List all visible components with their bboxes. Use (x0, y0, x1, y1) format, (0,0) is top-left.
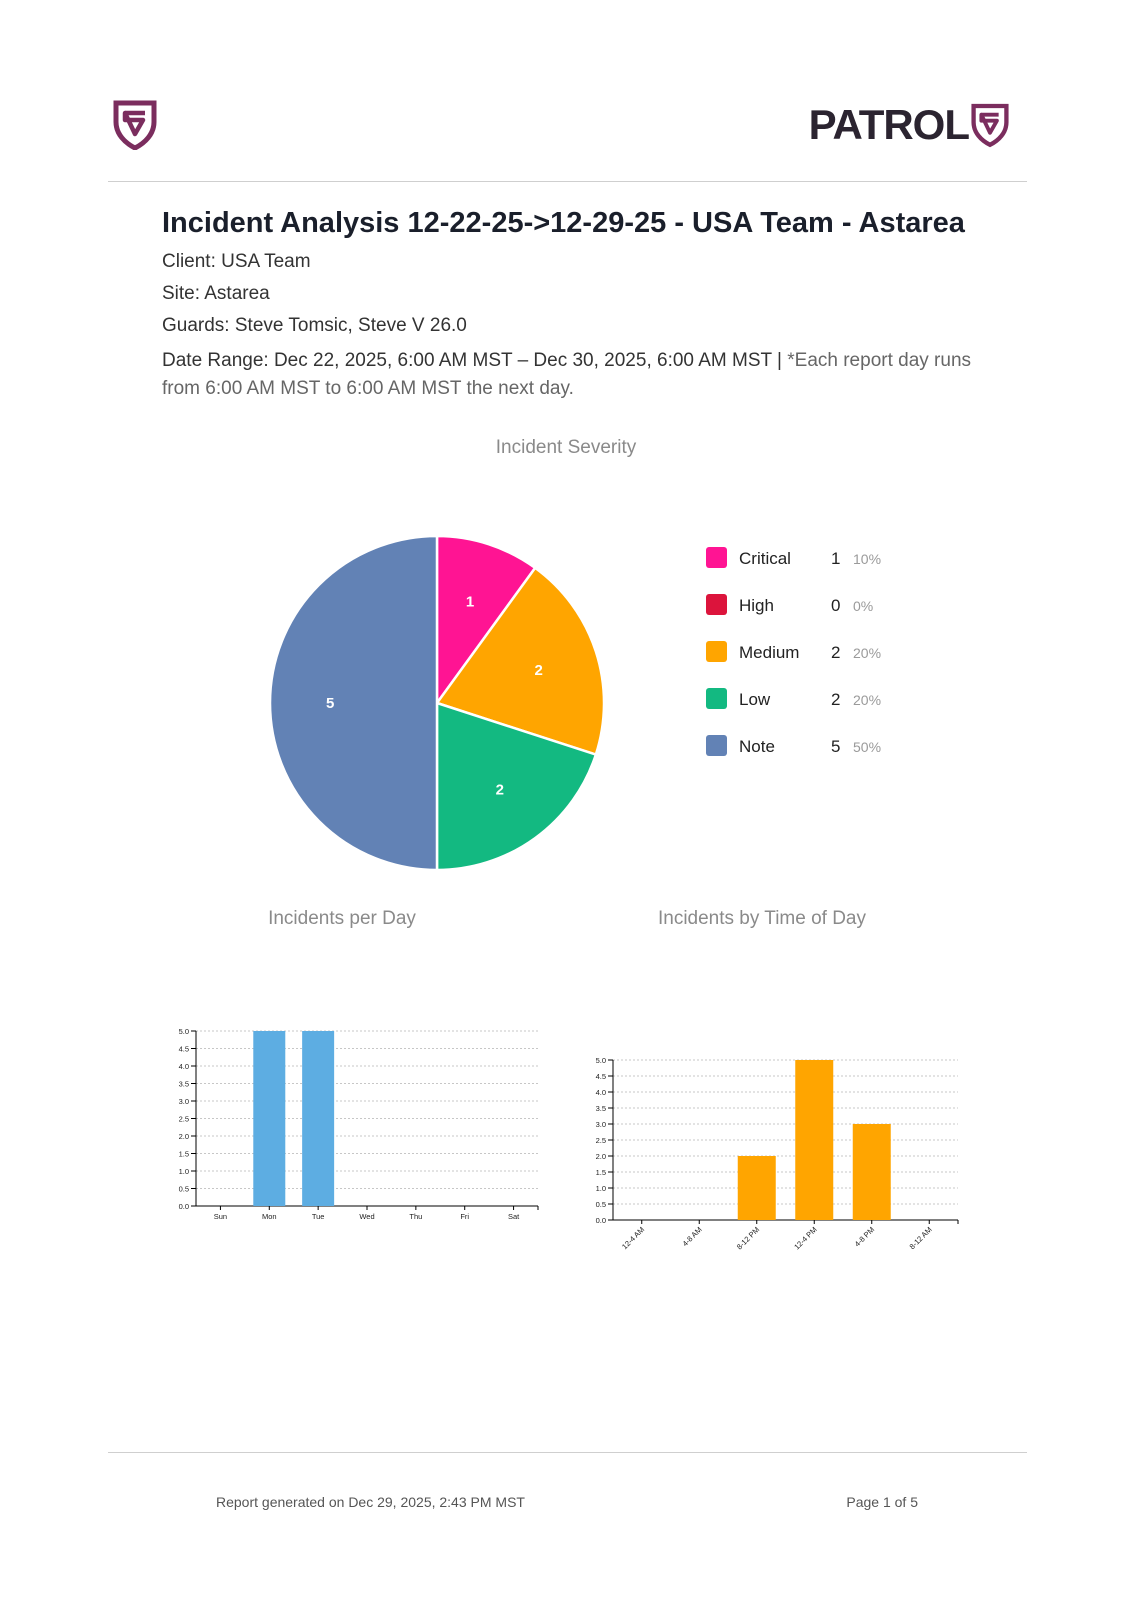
y-tick-label: 1.0 (595, 1184, 606, 1193)
severity-pie-chart (260, 530, 960, 875)
severity-chart-title: Incident Severity (495, 437, 637, 458)
x-tick-label: 4-8 AM (680, 1225, 704, 1249)
legend-item-note (706, 735, 881, 756)
pie-label-medium: 2 (534, 661, 543, 679)
patrol-wordmark (809, 100, 1009, 150)
y-tick-label: 1.0 (178, 1167, 189, 1176)
incidents-per-day-chart (160, 1020, 540, 1230)
y-tick-label: 0.0 (178, 1202, 189, 1211)
y-tick-label: 0.0 (595, 1216, 606, 1225)
legend-percent: 20% (853, 692, 882, 708)
legend-swatch (706, 594, 727, 615)
client-line: Client: USA Team (162, 251, 311, 272)
x-tick-label: 12-4 PM (792, 1225, 819, 1252)
page-indicator: Page 1 of 5 (846, 1494, 918, 1510)
legend-swatch (706, 547, 727, 568)
legend-count: 0 (831, 596, 841, 615)
y-tick-label: 2.5 (595, 1136, 606, 1145)
legend-percent: 20% (853, 645, 882, 661)
bar-4-8-pm (853, 1124, 891, 1220)
y-tick-label: 5.0 (595, 1056, 606, 1065)
y-tick-label: 1.5 (595, 1168, 606, 1177)
x-tick-label: 4-8 PM (852, 1225, 877, 1249)
y-tick-label: 5.0 (178, 1027, 189, 1036)
shield-logo-icon (113, 100, 157, 150)
date-range-line (162, 347, 982, 403)
legend-label: High (739, 596, 774, 615)
x-tick-label: Mon (261, 1212, 277, 1221)
y-tick-label: 3.0 (178, 1097, 189, 1106)
legend-swatch (706, 641, 727, 662)
legend-percent: 10% (853, 551, 882, 567)
y-tick-label: 4.5 (595, 1072, 606, 1081)
time-of-day-chart-title: Incidents by Time of Day (657, 908, 867, 929)
x-tick-label: Fri (460, 1212, 470, 1221)
incidents-by-time-chart (575, 1036, 960, 1261)
y-tick-label: 4.0 (178, 1062, 189, 1071)
wordmark-text: PATROL (808, 101, 969, 148)
legend-swatch (706, 735, 727, 756)
pie-label-critical: 1 (465, 593, 475, 611)
x-tick-label: Thu (409, 1212, 423, 1221)
y-tick-label: 0.5 (178, 1184, 189, 1194)
legend-item-low (706, 688, 881, 709)
legend-percent: 0% (853, 598, 874, 614)
x-tick-label: 8-12 AM (907, 1225, 934, 1252)
legend-percent: 50% (853, 739, 882, 755)
legend-count: 5 (831, 737, 841, 756)
y-tick-label: 2.0 (595, 1152, 606, 1161)
x-tick-label: 12-4 AM (620, 1225, 647, 1252)
legend-item-medium (706, 641, 881, 662)
bar-12-4-pm (795, 1060, 833, 1220)
x-tick-label: Sun (213, 1212, 228, 1221)
per-day-chart-title: Incidents per Day (268, 908, 416, 929)
legend-count: 2 (831, 690, 841, 709)
date-range-text: Date Range: Dec 22, 2025, 6:00 AM MST – Dec 30, 2025, 6:00 AM MST | (162, 350, 782, 371)
legend-label: Medium (739, 643, 800, 662)
legend-count: 1 (831, 549, 841, 568)
date-range-note: *Each report day runs from 6:00 AM MST to 6:00 AM MST the next day. (162, 350, 972, 399)
x-tick-label: 8-12 PM (734, 1225, 762, 1252)
legend-label: Note (739, 737, 775, 756)
pie-slice-note (270, 536, 437, 870)
y-tick-label: 2.5 (178, 1114, 189, 1124)
y-tick-label: 0.5 (595, 1200, 606, 1209)
y-tick-label: 1.5 (178, 1149, 189, 1159)
shield-wordmark-icon (971, 102, 1009, 148)
x-tick-label: Wed (359, 1212, 375, 1221)
footer-divider (108, 1452, 1027, 1453)
bar-tue (302, 1031, 334, 1206)
y-tick-label: 4.0 (595, 1088, 606, 1097)
y-tick-label: 3.5 (178, 1079, 189, 1089)
legend-count: 2 (831, 643, 841, 662)
pie-label-note: 5 (325, 695, 335, 712)
pie-label-low: 2 (495, 781, 504, 799)
y-tick-label: 3.0 (595, 1120, 606, 1129)
legend-swatch (706, 688, 727, 709)
bar-8-12-pm (738, 1156, 776, 1220)
report-title: Incident Analysis 12-22-25->12-29-25 - USA Team - Astarea (162, 207, 965, 239)
site-line: Site: Astarea (162, 283, 270, 304)
y-tick-label: 4.5 (178, 1044, 189, 1054)
x-tick-label: Tue (311, 1212, 325, 1221)
y-tick-label: 2.0 (178, 1132, 189, 1141)
y-tick-label: 3.5 (595, 1104, 606, 1113)
header-divider (108, 181, 1027, 182)
x-tick-label: Sat (507, 1212, 520, 1221)
legend-label: Low (739, 690, 771, 709)
legend-item-high (706, 594, 873, 615)
legend-item-critical (706, 547, 881, 568)
guards-line: Guards: Steve Tomsic, Steve V 26.0 (162, 315, 467, 336)
legend-label: Critical (739, 549, 791, 568)
bar-mon (253, 1031, 285, 1206)
generated-timestamp: Report generated on Dec 29, 2025, 2:43 PM MST (216, 1494, 525, 1510)
